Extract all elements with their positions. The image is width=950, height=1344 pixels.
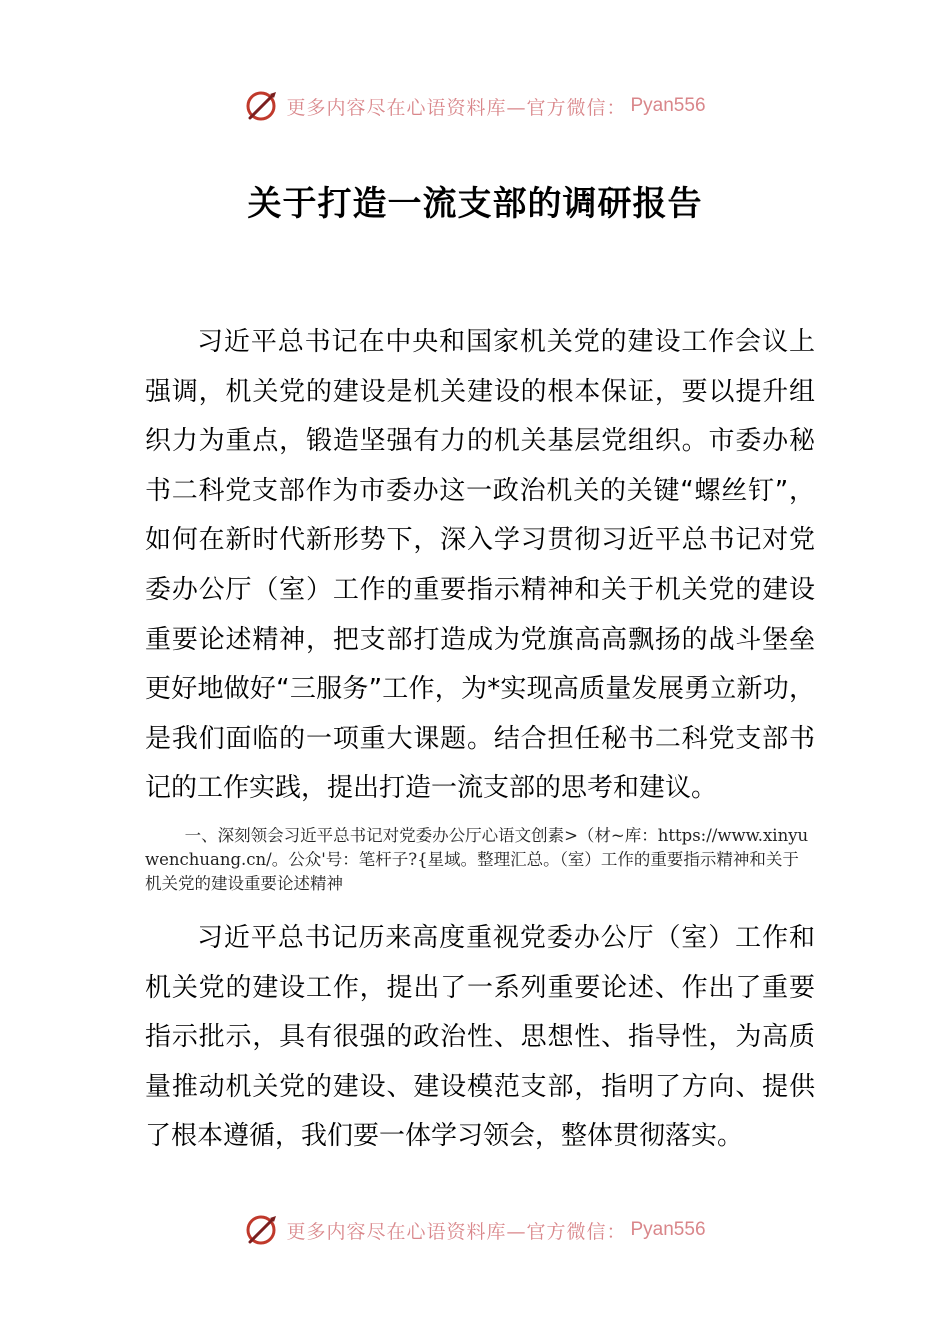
section-heading-1: 一、深刻领会习近平总书记对党委办公厅心语文创素>（材~库：https://www.xinyuwenchuang.cn/。公众'号：笔杆子?{星域。整理汇总。（室）工作的重要指示精神和关于机关党的建设重要论述精神 [145, 826, 809, 893]
header-watermark-banner [0, 86, 950, 126]
pen-logo-icon [244, 1212, 280, 1248]
footer-watermark-banner [0, 1210, 950, 1250]
paragraph-section-1: 习近平总书记历来高度重视党委办公厅（室）工作和机关党的建设工作，提出了一系列重要论述、作出了重要指示批示，具有很强的政治性、思想性、指导性，为高质量推动机关党的建设、建设模范支部，指明了方向、提供了根本遵循，我们要一体学习领会，整体贯彻落实。 [145, 923, 815, 1152]
paragraph-intro: 习近平总书记在中央和国家机关党的建设工作会议上强调，机关党的建设是机关建设的根本保证，要以提升组织力为重点，锻造坚强有力的机关基层党组织。市委办秘书二科党支部作为市委办这一政治机关的关键“螺丝钉”，如何在新时代新形势下，深入学习贯彻习近平总书记对党委办公厅（室）工作的重要指示精神和关于机关党的建设重要论述精神，把支部打造成为党旗高高飘扬的战斗堡垒更好地做好“三服务”工作，为*实现高质量发展勇立新功，是我们面临的一项重大课题。结合担任秘书二科党支部书记的工作实践，提出打造一流支部的思考和建议。 [145, 327, 815, 804]
document-title: 关于打造一流支部的调研报告 [247, 184, 703, 224]
banner-text: 更多内容尽在心语资料库—官方微信： [286, 96, 627, 119]
pen-logo-icon [244, 88, 280, 124]
banner-wechat-handle: Pyan556 [630, 1219, 706, 1240]
banner-wechat-handle: Pyan556 [630, 95, 706, 116]
banner-text: 更多内容尽在心语资料库—官方微信： [286, 1220, 627, 1243]
